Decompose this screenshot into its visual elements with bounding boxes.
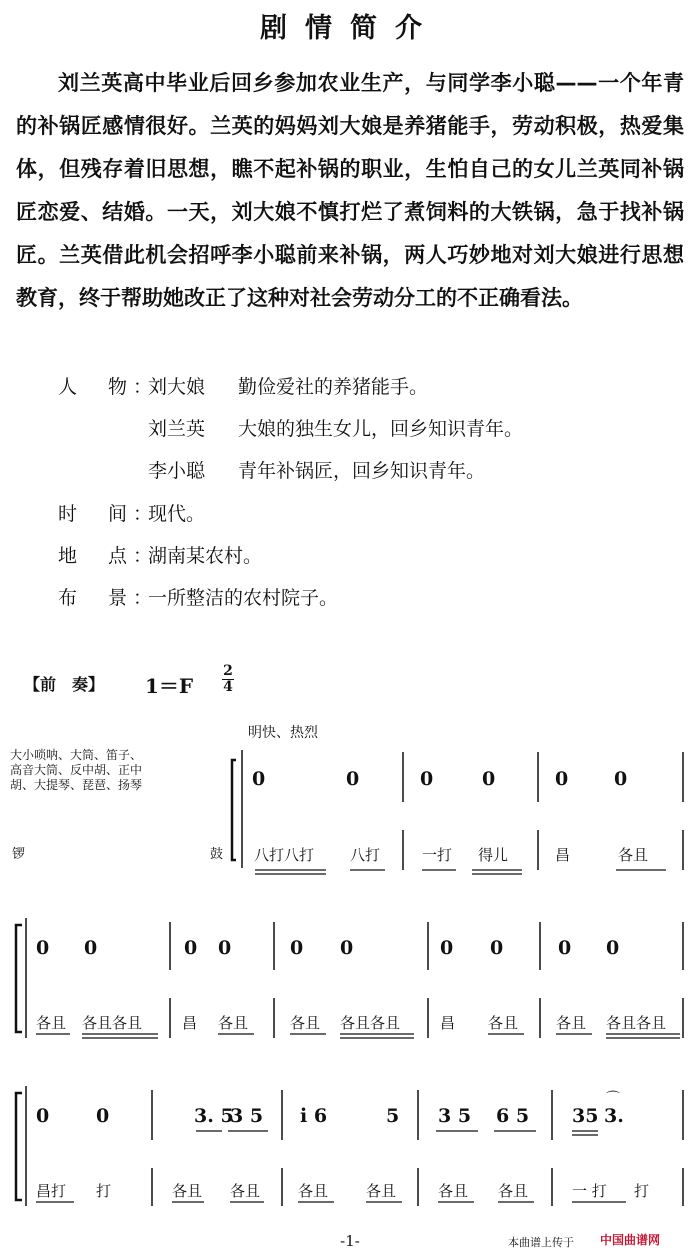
system-bracket (16, 1093, 22, 1200)
percussion-syllable: 各且 (556, 1014, 587, 1032)
note: 0 (482, 768, 496, 790)
percussion-syllable: 打 (96, 1182, 112, 1200)
page-number: -1- (340, 1232, 360, 1250)
percussion-syllable: 一 打 (572, 1182, 607, 1200)
note: 3 5 (230, 1105, 264, 1127)
character-name: 刘兰英 (148, 418, 206, 440)
note: 0 (606, 937, 620, 959)
note: 0 (614, 768, 628, 790)
percussion-syllable: 昌 (182, 1014, 198, 1032)
percussion-drum-label: 鼓 (210, 847, 224, 862)
key-signature: 1＝F (145, 674, 194, 698)
note: 0 (555, 768, 569, 790)
note: 6 5 (496, 1105, 530, 1127)
percussion-syllable: 各且 (498, 1182, 529, 1200)
note: 0 (440, 937, 454, 959)
place-label: 地 点： (58, 545, 159, 567)
note: i 6 (300, 1105, 328, 1127)
character-desc: 青年补锅匠，回乡知识青年。 (238, 460, 486, 482)
percussion-syllable: 各且 (438, 1182, 469, 1200)
note: 0 (96, 1105, 110, 1127)
note: 0 (84, 937, 98, 959)
time-sig-top: 2 (223, 663, 233, 679)
prelude-label: 【前 奏】 (24, 675, 105, 694)
percussion-syllable: 各且各且 (82, 1014, 143, 1032)
note: 3. 5 (194, 1105, 234, 1127)
note: 0 (36, 1105, 50, 1127)
note: 3 5 (438, 1105, 472, 1127)
percussion-gong-label: 锣 (12, 847, 26, 862)
percussion-syllable: 八打八打 (254, 846, 315, 864)
note: 3. (604, 1105, 624, 1127)
character-name: 李小聪 (148, 460, 206, 482)
percussion-syllable: 各且各且 (606, 1014, 667, 1032)
synopsis-text: 刘兰英高中毕业后回乡参加农业生产，与同学李小聪——一个年青的补锅匠感情很好。兰英的妈妈刘大娘是养猪能手，劳动积极，热爱集体，但残存着旧思想，瞧不起补锅的职业，生怕自己的女儿兰英同补锅匠恋爱、结婚。一天，刘大娘不慎打烂了煮饲料的大铁锅，急于找补锅匠。兰英借此机会招呼李小聪前来补锅，两人巧妙地对刘大娘进行思想教育，终于帮助她改正了这种对社会劳动分工的不正确看法。 (16, 71, 684, 310)
time-value: 现代。 (148, 503, 206, 525)
note: 0 (558, 937, 572, 959)
percussion-syllable: 昌打 (36, 1182, 67, 1200)
instrument-line: 胡、大提琴、琵琶、扬琴 (10, 778, 143, 792)
note: 0 (36, 937, 50, 959)
note: 0 (252, 768, 266, 790)
note: 0 (420, 768, 434, 790)
percussion-syllable: 各且 (366, 1182, 397, 1200)
characters-label: 人 物： (58, 376, 159, 398)
character-name: 刘大娘 (148, 376, 206, 398)
system-bracket (16, 925, 22, 1032)
percussion-syllable: 各且 (36, 1014, 67, 1032)
note: 35 (572, 1105, 599, 1127)
set-value: 一所整洁的农村院子。 (148, 587, 339, 609)
fermata-icon: ⌒ (606, 1091, 620, 1107)
note: 0 (346, 768, 360, 790)
instrument-line: 高音大筒、反中胡、正中 (10, 763, 143, 777)
tempo-marking: 明快、热烈 (248, 725, 318, 741)
percussion-syllable: 打 (634, 1182, 650, 1200)
note: 0 (218, 937, 232, 959)
time-label: 时 间： (58, 503, 159, 525)
percussion-syllable: 八打 (350, 846, 381, 864)
percussion-syllable: 各且 (290, 1014, 321, 1032)
percussion-syllable: 各且 (172, 1182, 203, 1200)
upload-source-text: 本曲谱上传于 (508, 1236, 574, 1249)
instrument-line: 大小唢呐、大筒、笛子、 (10, 748, 143, 762)
percussion-syllable: 昌 (555, 846, 571, 864)
percussion-syllable: 得儿 (478, 846, 509, 864)
set-label: 布 景： (58, 587, 159, 609)
character-desc: 勤俭爱社的养猪能手。 (238, 376, 429, 398)
percussion-syllable: 各且 (218, 1014, 249, 1032)
site-logo: 中国曲谱网 (600, 1233, 661, 1247)
note: 0 (184, 937, 198, 959)
percussion-syllable: 各且 (230, 1182, 261, 1200)
percussion-syllable: 各且 (618, 846, 649, 864)
note: 0 (340, 937, 354, 959)
percussion-syllable: 各且 (298, 1182, 329, 1200)
note: 0 (490, 937, 504, 959)
percussion-syllable: 各且各且 (340, 1014, 401, 1032)
percussion-syllable: 一打 (422, 846, 453, 864)
percussion-syllable: 昌 (440, 1014, 456, 1032)
page-title: 剧情简介 (260, 13, 440, 44)
note: 5 (386, 1105, 400, 1127)
system-bracket (232, 760, 236, 860)
character-desc: 大娘的独生女儿，回乡知识青年。 (238, 418, 524, 440)
percussion-syllable: 各且 (488, 1014, 519, 1032)
time-sig-bottom: 4 (223, 679, 233, 695)
place-value: 湖南某农村。 (148, 545, 263, 567)
note: 0 (290, 937, 304, 959)
